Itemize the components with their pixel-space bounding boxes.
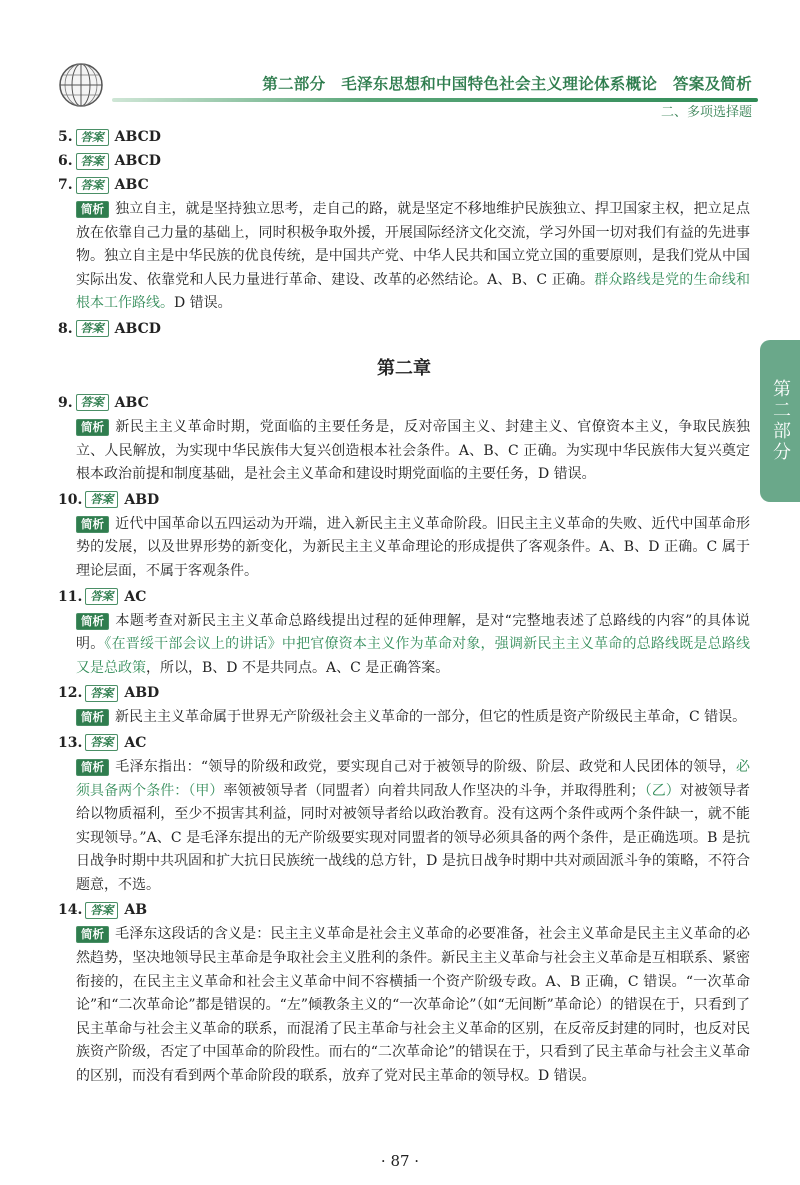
- question-number: 14.: [58, 902, 83, 919]
- answer-value: AC: [124, 588, 147, 605]
- analysis-text: ，所以，B、D 不是共同点。A、C 是正确答案。: [146, 659, 450, 676]
- analysis-paragraph: [76, 923, 750, 1088]
- analysis-paragraph: [76, 756, 750, 898]
- highlight-text: 《在晋绥干部会议上的讲话》中把官僚资本主义作为革命对象，强调新民主主义革命的总路线既是总路线又是总政策: [76, 636, 751, 676]
- chapter-title: 第二章: [377, 357, 431, 379]
- analysis-tag: 简析: [76, 709, 109, 726]
- analysis-paragraph: [76, 198, 750, 316]
- answer-tag: 答案: [76, 177, 109, 194]
- answer-value: AC: [124, 734, 147, 751]
- answer-value: AB: [124, 902, 148, 919]
- analysis-tag: 简析: [76, 613, 109, 630]
- analysis-text: 新民主主义革命属于世界无产阶级社会主义革命的一部分，但它的性质是资产阶级民主革命，C 错误。: [115, 709, 747, 726]
- analysis-tag: 简析: [76, 516, 109, 533]
- analysis-text: 率领被领导者（同盟者）向着共同敌人作坚决的斗争，并取得胜利；: [223, 782, 645, 799]
- question-number: 9.: [58, 394, 73, 411]
- analysis-text: 对被领导者给以物质福利，至少不损害其利益，同时对被领导者给以政治教育。没有这两个条件或两个条件缺一，就不能实现领导。”A、C 是毛泽东提出的无产阶级要实现对同盟者的领导必须具备的两个条件，是正确选项。B 是抗日战争时期中共巩固和扩大抗日民族统一战线的总方针，D 是抗日战争时期中共对顽固派斗争的策略，不符合题意，不选。: [76, 782, 751, 893]
- analysis-paragraph: [76, 706, 750, 730]
- answer-tag: 答案: [85, 685, 118, 702]
- question-number: 12.: [58, 685, 83, 702]
- answer-value: ABC: [114, 394, 149, 411]
- answer-tag: 答案: [85, 734, 118, 751]
- question-number: 13.: [58, 734, 83, 751]
- answer-value: ABC: [114, 177, 149, 193]
- analysis-text: 毛泽东这段话的含义是：民主主义革命是社会主义革命的必要准备，社会主义革命是民主主义革命的必然趋势，坚决地领导民主革命是争取社会主义胜利的条件。新民主主义革命与社会主义革命是互相联系、紧密衔接的，在民主主义革命和社会主义革命中间不容横插一个资产阶级专政。A、B 正确，C 错误。“一次革命论”和“二次革命论”都是错误的。“左”倾教条主义的“一次革命论”（如“无间断”革命论）的错误在于，只看到了民主革命与社会主义革命的联系，而混淆了民主革命与社会主义革命的区别，在反帝反封建的同时，也反对民族资产阶级，否定了中国革命的阶段性。而右的“二次革命论”的错误在于，只看到了民主革命与社会主义革命的区别，而没有看到两个革命阶段的联系，放弃了党对民主革命的领导权。D 错误。: [76, 926, 750, 1085]
- question-row: [58, 150, 750, 172]
- question-row: [58, 392, 750, 414]
- question-row: [58, 682, 750, 704]
- question-row: [58, 899, 750, 921]
- answers-block-2: [58, 392, 750, 1089]
- answer-tag: 答案: [85, 902, 118, 919]
- question-row: [58, 489, 750, 511]
- answer-value: ABD: [124, 491, 160, 508]
- analysis-tag: 简析: [76, 926, 109, 943]
- analysis-text: 毛泽东指出：“领导的阶级和政党，要实现自己对于被领导的阶级、阶层、政党和人民团体的领导，: [115, 758, 736, 775]
- analysis-text: 独立自主，就是坚持独立思考，走自己的路，就是坚定不移地维护民族独立、捍卫国家主权，把立足点放在依靠自己力量的基础上，同时积极争取外援，开展国际经济文化交流，学习外国一切对我们有益的先进事物。独立自主是中华民族的优良传统，是中国共产党、中华人民共和国立党立国的重要原则，是我们党从中国实际出发、依靠党和人民力量进行革命、建设、改革的必然结论。A、B、C 正确。: [76, 201, 750, 288]
- analysis-paragraph: [76, 416, 750, 487]
- analysis-text: D 错误。: [174, 295, 232, 312]
- analysis-paragraph: [76, 610, 750, 681]
- highlight-text: 必须具备两个条件：（甲）: [76, 758, 750, 799]
- analysis-tag: 简析: [76, 201, 109, 218]
- answer-tag: 答案: [76, 129, 109, 146]
- answer-value: ABCD: [114, 320, 161, 337]
- analysis-tag: 简析: [76, 419, 109, 436]
- answer-value: ABD: [124, 685, 160, 702]
- question-row: [58, 126, 750, 148]
- question-number: 5.: [58, 129, 73, 145]
- analysis-tag: 简析: [76, 759, 109, 776]
- analysis-text: 本题考查对新民主主义革命总路线提出过程的延伸理解，是对“完整地表述了总路线的内容”的具体说明。: [76, 612, 750, 653]
- section-side-tab: [760, 340, 800, 502]
- answer-tag: 答案: [76, 394, 109, 411]
- question-number: 11.: [58, 588, 83, 605]
- question-number: 10.: [58, 491, 83, 508]
- highlight-text: 群众路线是党的生命线和根本工作路线。: [76, 271, 750, 312]
- globe-icon: [58, 62, 104, 108]
- answer-value: ABCD: [114, 153, 161, 169]
- question-number: 8.: [58, 320, 73, 337]
- page-number: · 87 ·: [380, 1152, 420, 1170]
- question-number: 6.: [58, 153, 73, 169]
- question-row: [58, 732, 750, 754]
- answer-tag: 答案: [85, 588, 118, 605]
- highlight-text: （乙）: [644, 782, 680, 799]
- question-row: [58, 174, 750, 196]
- question-row: [58, 586, 750, 608]
- answer-tag: 答案: [85, 491, 118, 508]
- header-title: 第二部分 毛泽东思想和中国特色社会主义理论体系概论 答案及简析: [262, 75, 752, 93]
- question-row: [58, 318, 750, 340]
- analysis-text: 近代中国革命以五四运动为开端，进入新民主主义革命阶段。旧民主主义革命的失败、近代中国革命形势的发展，以及世界形势的新变化，为新民主主义革命理论的形成提供了客观条件。A、B、D 正确。C 属于理论层面，不属于客观条件。: [76, 515, 750, 579]
- page-content: [58, 124, 750, 1091]
- answer-value: ABCD: [114, 129, 161, 145]
- page-header: [0, 0, 800, 118]
- analysis-text: 新民主主义革命时期，党面临的主要任务是，反对帝国主义、封建主义、官僚资本主义，争取民族独立、人民解放，为实现中华民族伟大复兴创造根本社会条件。A、B、C 正确。为实现中华民族伟大复兴奠定根本政治前提和制度基础，是社会主义革命和建设时期党面临的主要任务，D 错误。: [76, 418, 750, 483]
- answer-tag: 答案: [76, 320, 109, 337]
- header-subtitle: 二、多项选择题: [660, 105, 752, 120]
- answers-block-1: [58, 126, 750, 340]
- answer-tag: 答案: [76, 153, 109, 170]
- side-tab-label: 第二部分: [770, 379, 791, 463]
- question-number: 7.: [58, 177, 73, 193]
- analysis-paragraph: [76, 513, 750, 584]
